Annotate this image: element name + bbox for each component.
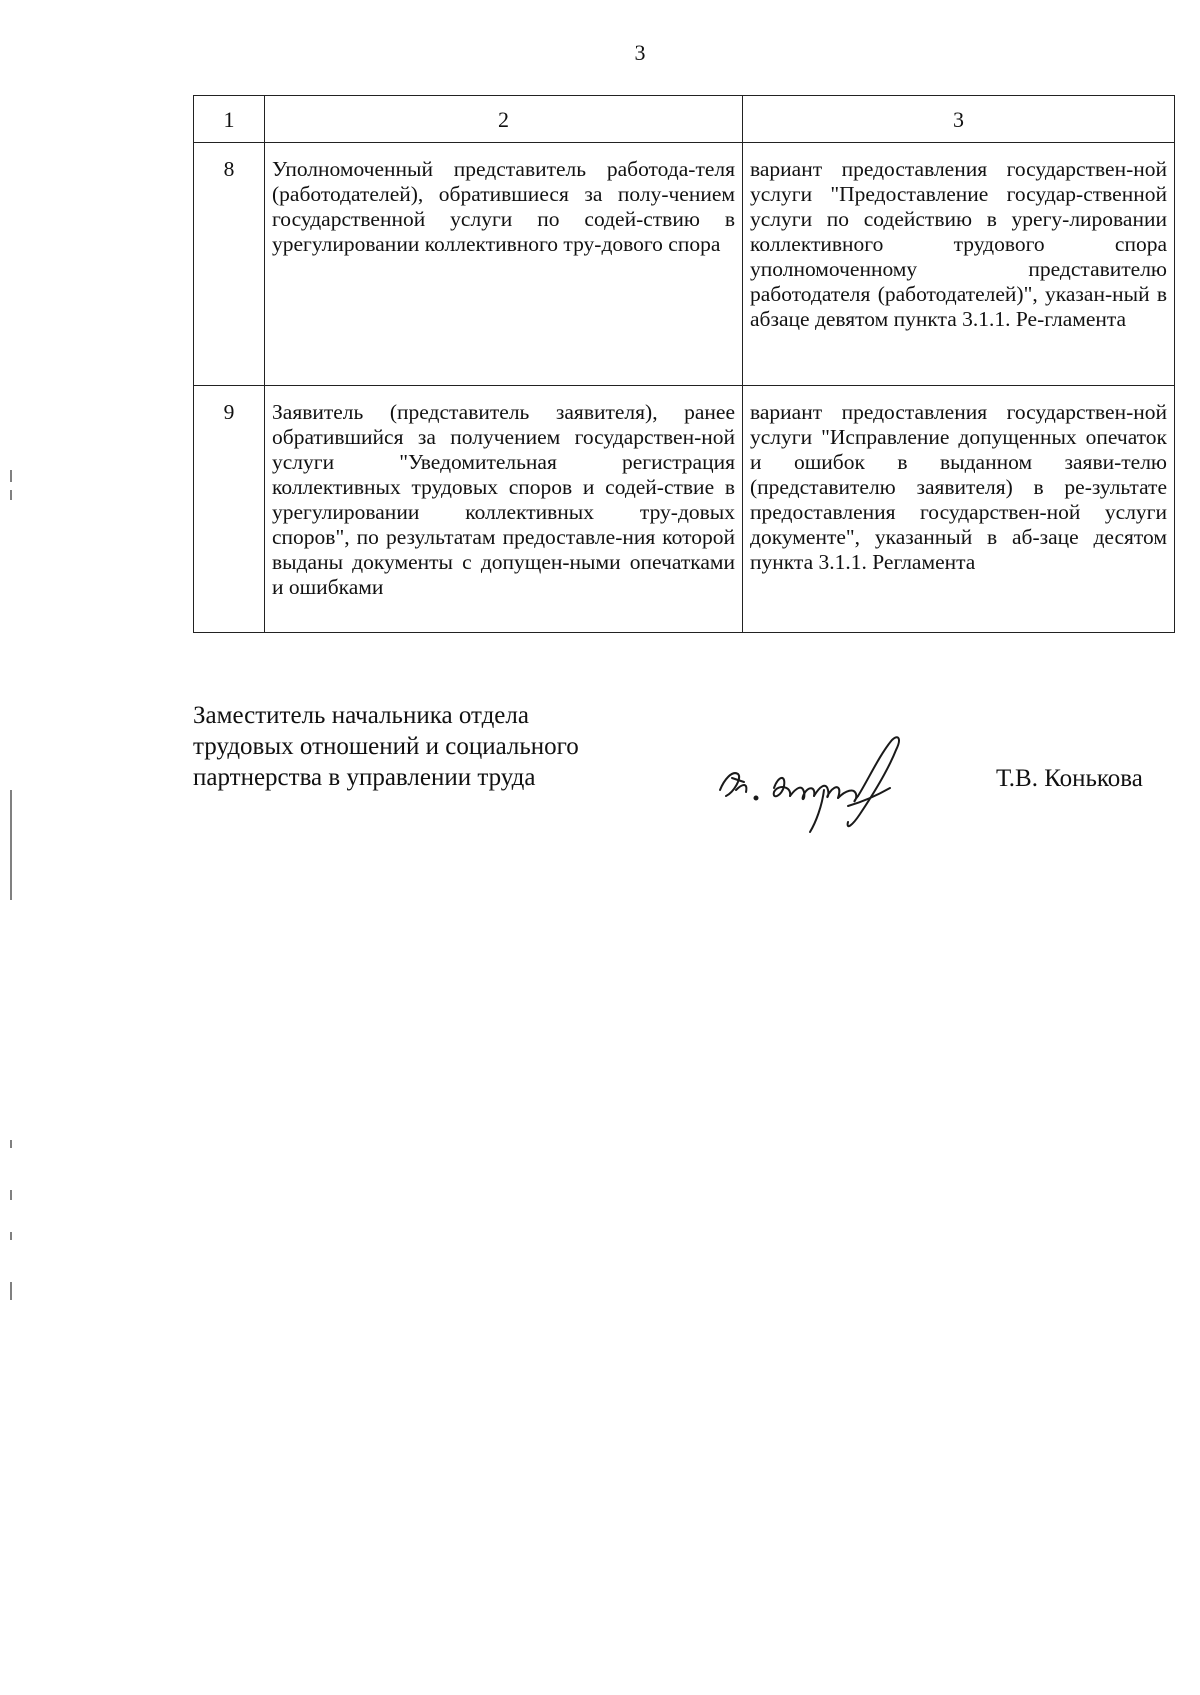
signer-name: Т.В. Конькова [996,765,1143,792]
row-number: 9 [194,386,265,633]
position-line: партнерства в управлении труда [193,764,536,791]
table-header-row [194,96,1175,143]
table-row [194,143,1175,386]
table-row [194,386,1175,633]
variant-cell: вариант предоставления государствен-ной услуги "Исправление допущенных опечаток и ошибок в выданном заяви-телю (представителю заявителя) в ре-зультате предоставления государствен-ной услуги документе", указанный в аб-заце десятом пункта 3.1.1. Регламента [743,386,1175,633]
column-header-2: 2 [265,96,743,143]
page-number: 3 [634,40,646,65]
scan-edge-marks [0,0,20,1695]
applicants-table [193,95,1175,633]
variant-cell: вариант предоставления государствен-ной услуги "Предоставление государ-ственной услуги по содействию в урегу-лировании коллективного трудового спора уполномоченному представителю работодателя (работодателей)", указан-ный в абзаце девятом пункта 3.1.1. Ре-гламента [743,143,1175,386]
handwritten-signature [712,730,922,840]
position-line: трудовых отношений и социального [193,733,579,760]
applicant-cell: Заявитель (представитель заявителя), ранее обратившийся за получением государствен-ной услуги "Уведомительная регистрация коллективных трудовых споров и содей-ствие в урегулировании коллективных тру-довых споров", по результатам предоставле-ния которой выданы документы с допущен-ными опечатками и ошибками [265,386,743,633]
column-header-1: 1 [194,96,265,143]
signatory-position [193,700,579,793]
column-header-3: 3 [743,96,1175,143]
position-line: Заместитель начальника отдела [193,702,529,729]
applicant-cell: Уполномоченный представитель работода-теля (работодателей), обратившиеся за полу-чением государственной услуги по содей-ствию в урегулировании коллективного тру-дового спора [265,143,743,386]
row-number: 8 [194,143,265,386]
